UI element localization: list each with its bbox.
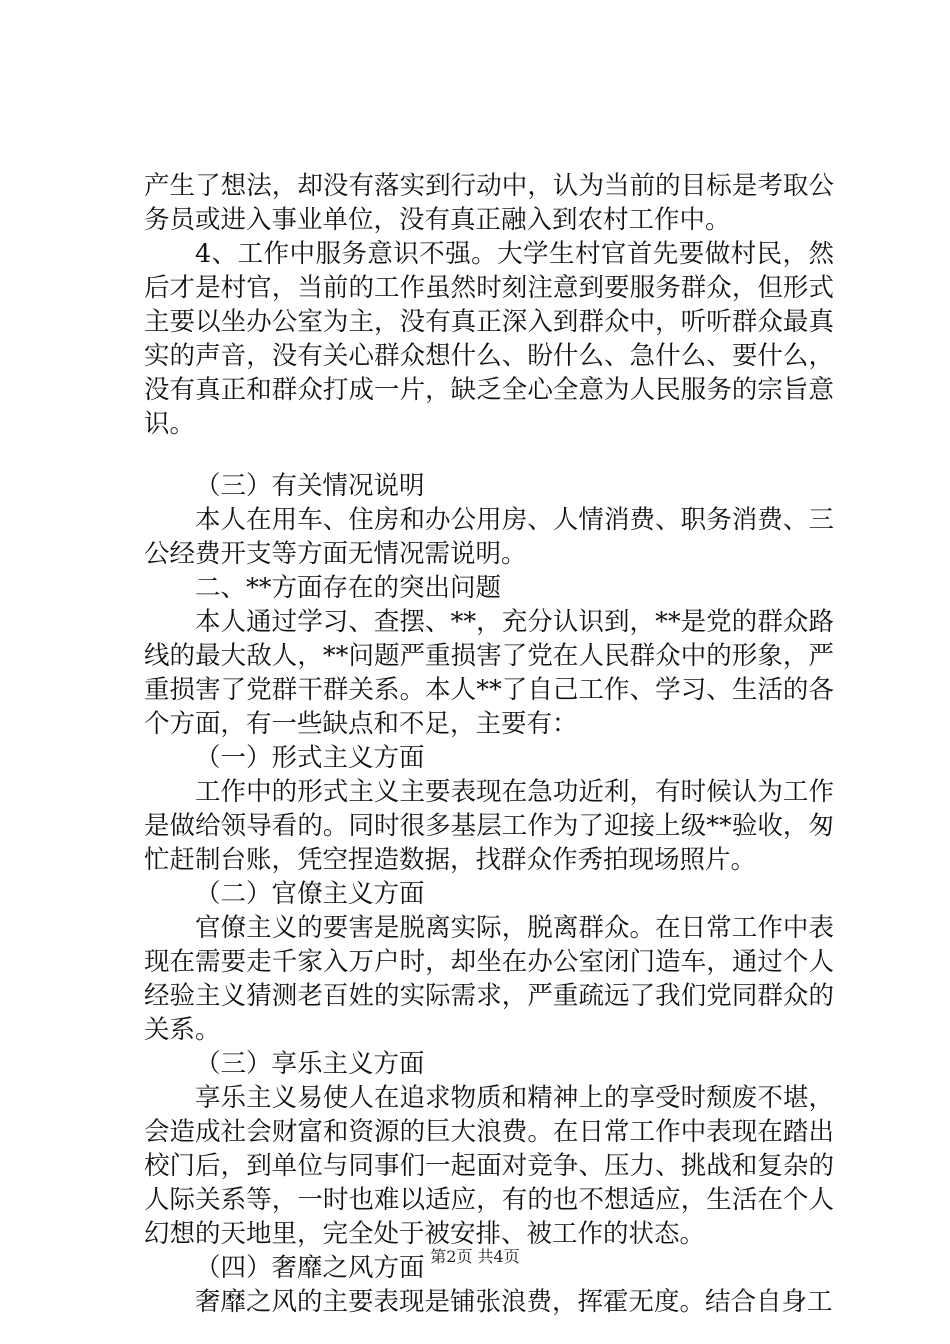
heading-related-situation: （三）有关情况说明	[195, 471, 425, 501]
page-number-footer: 第2页 共4页	[430, 1247, 520, 1266]
heading-hedonism: （三）享乐主义方面	[195, 1049, 425, 1079]
heading-bureaucratism: （二）官僚主义方面	[195, 879, 425, 909]
paragraph-self-reflection: 本人通过学习、查摆、**，充分认识到，**是党的群众路线的最大敌人，**问题严重损害了党在人民群众中的形象，严重损害了党群干群关系。本人**了自己工作、学习、生活的各个方面，有一些缺点和不足，主要有：	[144, 607, 834, 739]
heading-section-two: 二、**方面存在的突出问题	[195, 573, 502, 603]
paragraph-hedonism: 享乐主义易使人在追求物质和精神上的享受时颓废不堪，会造成社会财富和资源的巨大浪费。在日常工作中表现在踏出校门后，到单位与同事们一起面对竞争、压力、挑战和复杂的人际关系等，一时也难以适应，有的也不想适应，生活在个人幻想的天地里，完全处于被安排、被工作的状态。	[144, 1083, 834, 1249]
paragraph-continuation: 产生了想法，却没有落实到行动中，认为当前的目标是考取公务员或进入事业单位，没有真正融入到农村工作中。	[144, 171, 834, 235]
paragraph-extravagance: 奢靡之风的主要表现是铺张浪费，挥霍无度。结合自身工	[195, 1287, 833, 1317]
paragraph-formalism: 工作中的形式主义主要表现在急功近利，有时候认为工作是做给领导看的。同时很多基层工作为了迎接上级**验收，匆忙赶制台账，凭空捏造数据，找群众作秀拍现场照片。	[144, 777, 834, 875]
heading-extravagance: （四）奢靡之风方面	[195, 1253, 425, 1283]
document-body	[144, 169, 834, 1319]
paragraph-situation-statement: 本人在用车、住房和办公用房、人情消费、职务消费、三公经费开支等方面无情况需说明。	[144, 505, 834, 569]
paragraph-service-awareness: 4、工作中服务意识不强。大学生村官首先要做村民，然后才是村官，当前的工作虽然时刻注意到要服务群众，但形式主要以坐办公室为主，没有真正深入到群众中，听听群众最真实的声音，没有关心群众想什么、盼什么、急什么、要什么，没有真正和群众打成一片，缺乏全心全意为人民服务的宗旨意识。	[144, 239, 834, 439]
heading-formalism: （一）形式主义方面	[195, 743, 425, 773]
paragraph-bureaucratism: 官僚主义的要害是脱离实际，脱离群众。在日常工作中表现在需要走千家入万户时，却坐在办公室闭门造车，通过个人经验主义猜测老百姓的实际需求，严重疏远了我们党同群众的关系。	[144, 913, 834, 1045]
